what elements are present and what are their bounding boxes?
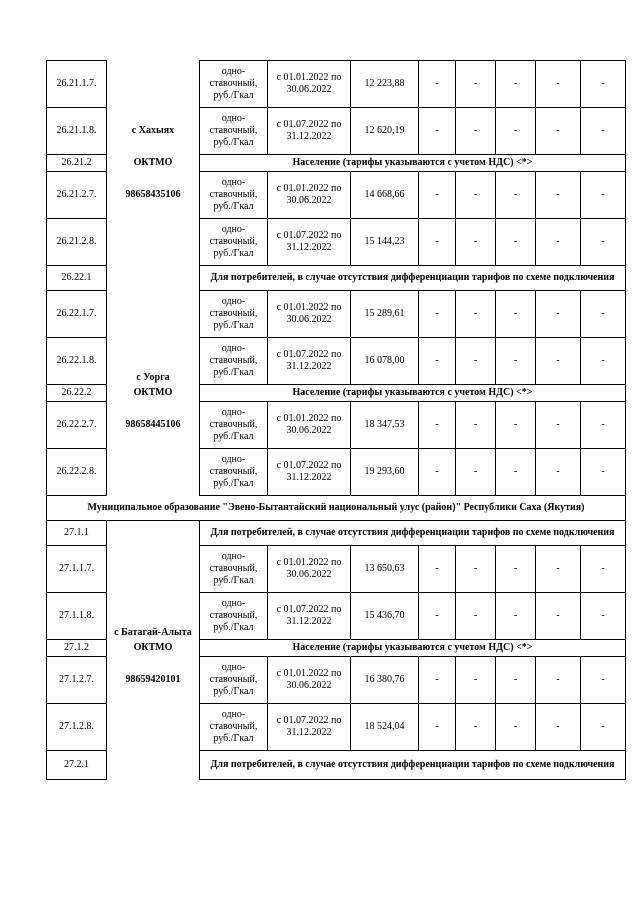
dash-cell: -	[496, 108, 536, 155]
dash-cell: -	[419, 291, 456, 338]
dash-cell: -	[419, 338, 456, 385]
tariff-value: 18 347,53	[351, 402, 419, 449]
dash-cell: -	[496, 172, 536, 219]
rate-type: одно-ставочный, руб./Гкал	[200, 291, 268, 338]
municipality-header: Муниципальное образование "Эвено-Бытантайский национальный улус (район)" Республики Саха (Якутия)	[47, 496, 626, 521]
row-code: 26.21.2.7.	[47, 172, 107, 219]
oktmo-label: ОКТМО	[107, 155, 200, 172]
dash-cell: -	[496, 657, 536, 704]
dash-cell: -	[456, 338, 496, 385]
row-code: 27.1.1.7.	[47, 546, 107, 593]
locality-cell	[107, 521, 200, 546]
tariff-value: 12 620,19	[351, 108, 419, 155]
row-code: 26.22.1.8.	[47, 338, 107, 385]
dash-cell: -	[419, 61, 456, 108]
dash-cell: -	[536, 402, 581, 449]
dash-cell: -	[581, 61, 626, 108]
row-code: 27.1.1.8.	[47, 593, 107, 640]
oktmo-code: 98658445106	[107, 402, 200, 449]
dash-cell: -	[496, 338, 536, 385]
row-code: 26.22.1.7.	[47, 291, 107, 338]
dash-cell: -	[419, 657, 456, 704]
dash-cell: -	[419, 402, 456, 449]
period: с 01.01.2022 по 30.06.2022	[268, 172, 351, 219]
table-row	[47, 640, 626, 657]
dash-cell: -	[456, 704, 496, 751]
rate-type: одно-ставочный, руб./Гкал	[200, 61, 268, 108]
dash-cell: -	[581, 657, 626, 704]
oktmo-code: 98659420101	[107, 657, 200, 704]
locality-cell	[107, 546, 200, 593]
dash-cell: -	[456, 172, 496, 219]
table-row	[47, 219, 626, 266]
dash-cell: -	[456, 291, 496, 338]
rate-type: одно-ставочный, руб./Гкал	[200, 219, 268, 266]
period: с 01.07.2022 по 31.12.2022	[268, 449, 351, 496]
rate-type: одно-ставочный, руб./Гкал	[200, 402, 268, 449]
consumers-header: Для потребителей, в случае отсутствия дифференциации тарифов по схеме подключения	[200, 751, 626, 780]
row-code: 26.22.1	[47, 266, 107, 291]
dash-cell: -	[581, 593, 626, 640]
period: с 01.01.2022 по 30.06.2022	[268, 61, 351, 108]
rate-type: одно-ставочный, руб./Гкал	[200, 338, 268, 385]
row-code: 26.21.2.8.	[47, 219, 107, 266]
table-row	[47, 449, 626, 496]
locality-name: с Батагай-Алыта	[107, 593, 200, 640]
population-header: Население (тарифы указываются с учетом НДС) <*>	[200, 640, 626, 657]
table-row	[47, 291, 626, 338]
table-row	[47, 704, 626, 751]
row-code: 27.1.1	[47, 521, 107, 546]
tariff-value: 19 293,60	[351, 449, 419, 496]
dash-cell: -	[536, 704, 581, 751]
tariff-value: 14 668,66	[351, 172, 419, 219]
consumers-header: Для потребителей, в случае отсутствия дифференциации тарифов по схеме подключения	[200, 521, 626, 546]
tariff-value: 18 524,04	[351, 704, 419, 751]
dash-cell: -	[581, 402, 626, 449]
table-row	[47, 266, 626, 291]
dash-cell: -	[456, 219, 496, 266]
rate-type: одно-ставочный, руб./Гкал	[200, 593, 268, 640]
dash-cell: -	[536, 172, 581, 219]
locality-cell	[107, 291, 200, 338]
locality-cell	[107, 266, 200, 291]
dash-cell: -	[536, 657, 581, 704]
dash-cell: -	[456, 61, 496, 108]
table-row	[47, 108, 626, 155]
oktmo-label: ОКТМО	[107, 640, 200, 657]
table-row	[47, 593, 626, 640]
dash-cell: -	[581, 219, 626, 266]
tariff-value: 16 380,76	[351, 657, 419, 704]
rate-type: одно-ставочный, руб./Гкал	[200, 108, 268, 155]
tariff-document-page	[46, 60, 625, 780]
row-code: 27.1.2.8.	[47, 704, 107, 751]
dash-cell: -	[456, 657, 496, 704]
table-row	[47, 657, 626, 704]
row-code: 26.21.1.7.	[47, 61, 107, 108]
dash-cell: -	[496, 704, 536, 751]
dash-cell: -	[419, 593, 456, 640]
tariff-value: 15 289,61	[351, 291, 419, 338]
dash-cell: -	[456, 108, 496, 155]
population-header: Население (тарифы указываются с учетом НДС) <*>	[200, 385, 626, 402]
oktmo-label: ОКТМО	[107, 385, 200, 402]
table-row	[47, 402, 626, 449]
dash-cell: -	[581, 546, 626, 593]
tariff-value: 15 436,70	[351, 593, 419, 640]
row-code: 26.21.2	[47, 155, 107, 172]
dash-cell: -	[536, 546, 581, 593]
tariff-value: 15 144,23	[351, 219, 419, 266]
dash-cell: -	[496, 402, 536, 449]
period: с 01.07.2022 по 31.12.2022	[268, 704, 351, 751]
tariff-value: 12 223,88	[351, 61, 419, 108]
dash-cell: -	[419, 449, 456, 496]
dash-cell: -	[581, 108, 626, 155]
table-row	[47, 338, 626, 385]
dash-cell: -	[496, 219, 536, 266]
dash-cell: -	[496, 593, 536, 640]
period: с 01.07.2022 по 31.12.2022	[268, 219, 351, 266]
table-row	[47, 385, 626, 402]
consumers-header: Для потребителей, в случае отсутствия дифференциации тарифов по схеме подключения	[200, 266, 626, 291]
dash-cell: -	[419, 704, 456, 751]
tariff-value: 16 078,00	[351, 338, 419, 385]
dash-cell: -	[419, 172, 456, 219]
table-row	[47, 155, 626, 172]
dash-cell: -	[581, 291, 626, 338]
dash-cell: -	[456, 449, 496, 496]
dash-cell: -	[536, 338, 581, 385]
table-row	[47, 61, 626, 108]
population-header: Население (тарифы указываются с учетом НДС) <*>	[200, 155, 626, 172]
dash-cell: -	[456, 402, 496, 449]
period: с 01.07.2022 по 31.12.2022	[268, 108, 351, 155]
row-code: 26.22.2.8.	[47, 449, 107, 496]
locality-cell	[107, 449, 200, 496]
dash-cell: -	[536, 449, 581, 496]
dash-cell: -	[419, 219, 456, 266]
table-row	[47, 751, 626, 780]
row-code: 27.2.1	[47, 751, 107, 780]
dash-cell: -	[581, 172, 626, 219]
table-row	[47, 546, 626, 593]
period: с 01.01.2022 по 30.06.2022	[268, 546, 351, 593]
dash-cell: -	[536, 219, 581, 266]
row-code: 27.1.2	[47, 640, 107, 657]
locality-name: с Хахыях	[107, 108, 200, 155]
tariff-table	[46, 60, 626, 780]
dash-cell: -	[456, 593, 496, 640]
rate-type: одно-ставочный, руб./Гкал	[200, 704, 268, 751]
dash-cell: -	[536, 291, 581, 338]
locality-cell	[107, 751, 200, 780]
period: с 01.01.2022 по 30.06.2022	[268, 402, 351, 449]
dash-cell: -	[456, 546, 496, 593]
table-row	[47, 496, 626, 521]
rate-type: одно-ставочный, руб./Гкал	[200, 449, 268, 496]
period: с 01.07.2022 по 31.12.2022	[268, 593, 351, 640]
dash-cell: -	[496, 449, 536, 496]
tariff-value: 13 650,63	[351, 546, 419, 593]
dash-cell: -	[581, 338, 626, 385]
dash-cell: -	[536, 108, 581, 155]
rate-type: одно-ставочный, руб./Гкал	[200, 546, 268, 593]
locality-cell	[107, 219, 200, 266]
table-row	[47, 521, 626, 546]
row-code: 26.22.2	[47, 385, 107, 402]
dash-cell: -	[581, 449, 626, 496]
period: с 01.07.2022 по 31.12.2022	[268, 338, 351, 385]
period: с 01.01.2022 по 30.06.2022	[268, 657, 351, 704]
dash-cell: -	[496, 291, 536, 338]
locality-cell	[107, 61, 200, 108]
row-code: 26.22.2.7.	[47, 402, 107, 449]
dash-cell: -	[536, 593, 581, 640]
row-code: 27.1.2.7.	[47, 657, 107, 704]
rate-type: одно-ставочный, руб./Гкал	[200, 657, 268, 704]
locality-name: с Уорга	[107, 338, 200, 385]
dash-cell: -	[496, 61, 536, 108]
locality-cell	[107, 704, 200, 751]
oktmo-code: 98658435106	[107, 172, 200, 219]
row-code: 26.21.1.8.	[47, 108, 107, 155]
dash-cell: -	[496, 546, 536, 593]
dash-cell: -	[419, 108, 456, 155]
dash-cell: -	[536, 61, 581, 108]
dash-cell: -	[419, 546, 456, 593]
dash-cell: -	[581, 704, 626, 751]
period: с 01.01.2022 по 30.06.2022	[268, 291, 351, 338]
rate-type: одно-ставочный, руб./Гкал	[200, 172, 268, 219]
table-row	[47, 172, 626, 219]
